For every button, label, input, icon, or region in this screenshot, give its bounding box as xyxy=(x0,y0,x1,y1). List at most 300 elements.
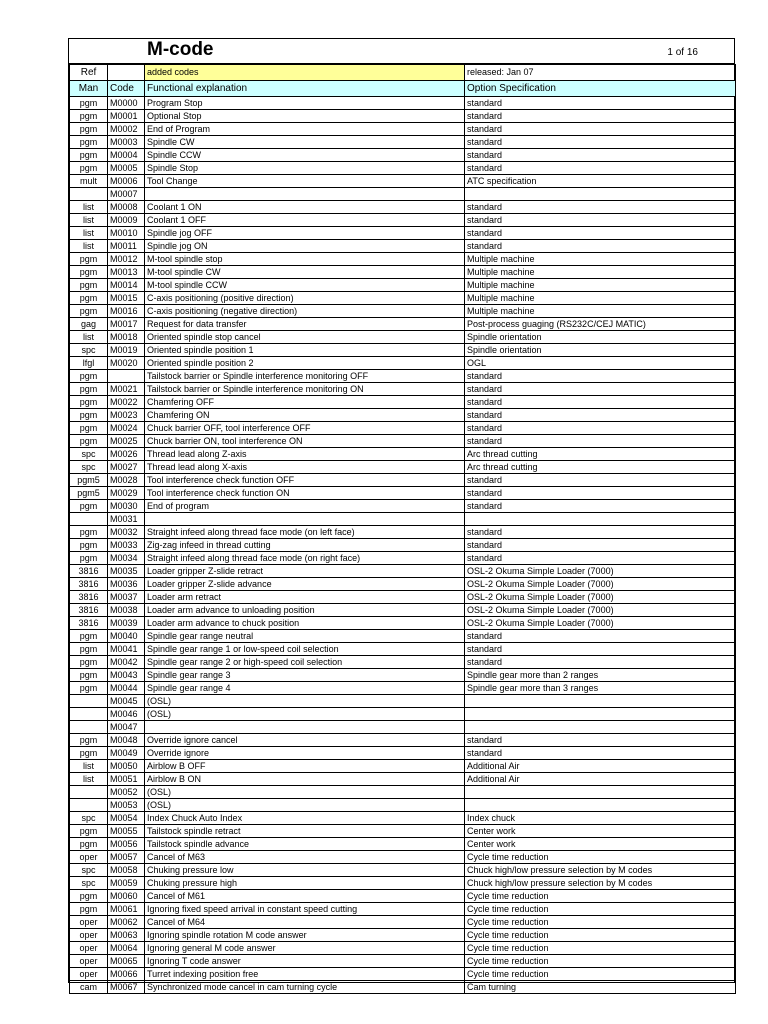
row-code: M0063 xyxy=(108,929,145,942)
row-explanation: (OSL) xyxy=(145,708,465,721)
row-specification: standard xyxy=(465,630,736,643)
row-code: M0030 xyxy=(108,500,145,513)
row-specification: Multiple machine xyxy=(465,305,736,318)
table-row xyxy=(70,240,736,253)
table-row xyxy=(70,136,736,149)
row-ref: oper xyxy=(70,942,108,955)
row-explanation: Spindle CW xyxy=(145,136,465,149)
row-ref: oper xyxy=(70,851,108,864)
row-ref: pgm xyxy=(70,435,108,448)
row-code: M0060 xyxy=(108,890,145,903)
row-ref: lfgl xyxy=(70,357,108,370)
table-row xyxy=(70,604,736,617)
row-specification: Cycle time reduction xyxy=(465,916,736,929)
row-ref: 3816 xyxy=(70,578,108,591)
row-specification: Multiple machine xyxy=(465,279,736,292)
table-row xyxy=(70,383,736,396)
row-specification: standard xyxy=(465,123,736,136)
row-explanation: Zig-zag infeed in thread cutting xyxy=(145,539,465,552)
row-specification xyxy=(465,786,736,799)
table-row xyxy=(70,97,736,110)
row-explanation: Oriented spindle position 1 xyxy=(145,344,465,357)
table-row xyxy=(70,760,736,773)
row-code: M0046 xyxy=(108,708,145,721)
row-explanation: Tool Change xyxy=(145,175,465,188)
row-code: M0006 xyxy=(108,175,145,188)
table-row xyxy=(70,825,736,838)
table-row xyxy=(70,474,736,487)
table-row xyxy=(70,617,736,630)
row-ref: list xyxy=(70,240,108,253)
row-ref: 3816 xyxy=(70,565,108,578)
row-code: M0061 xyxy=(108,903,145,916)
row-explanation: Thread lead along Z-axis xyxy=(145,448,465,461)
row-code: M0066 xyxy=(108,968,145,981)
table-row xyxy=(70,968,736,981)
table-row xyxy=(70,188,736,201)
row-code: M0027 xyxy=(108,461,145,474)
row-code: M0001 xyxy=(108,110,145,123)
table-row xyxy=(70,656,736,669)
row-specification: Additional Air xyxy=(465,760,736,773)
table-row xyxy=(70,344,736,357)
row-specification: standard xyxy=(465,162,736,175)
row-specification: standard xyxy=(465,526,736,539)
row-specification: Additional Air xyxy=(465,773,736,786)
row-code: M0062 xyxy=(108,916,145,929)
row-explanation: Loader arm advance to chuck position xyxy=(145,617,465,630)
row-code: M0002 xyxy=(108,123,145,136)
row-ref: pgm xyxy=(70,890,108,903)
row-explanation: Optional Stop xyxy=(145,110,465,123)
table-row xyxy=(70,175,736,188)
table-row xyxy=(70,643,736,656)
row-ref: pgm xyxy=(70,136,108,149)
row-specification: standard xyxy=(465,500,736,513)
row-explanation: Tool interference check function OFF xyxy=(145,474,465,487)
header-man: Man xyxy=(70,81,108,97)
table-row xyxy=(70,916,736,929)
row-explanation: Index Chuck Auto Index xyxy=(145,812,465,825)
row-explanation: Synchronized mode cancel in cam turning cycle xyxy=(145,981,465,994)
row-explanation: Oriented spindle stop cancel xyxy=(145,331,465,344)
row-ref: pgm xyxy=(70,747,108,760)
table-row xyxy=(70,838,736,851)
header-row-added xyxy=(70,65,736,81)
row-explanation: Spindle gear range 1 or low-speed coil selection xyxy=(145,643,465,656)
row-code: M0036 xyxy=(108,578,145,591)
row-explanation: M-tool spindle CCW xyxy=(145,279,465,292)
row-ref: pgm5 xyxy=(70,474,108,487)
table-row xyxy=(70,669,736,682)
row-ref: pgm xyxy=(70,669,108,682)
row-code: M0020 xyxy=(108,357,145,370)
row-code: M0012 xyxy=(108,253,145,266)
row-specification: OSL-2 Okuma Simple Loader (7000) xyxy=(465,591,736,604)
row-explanation: End of Program xyxy=(145,123,465,136)
row-specification: standard xyxy=(465,552,736,565)
row-code: M0051 xyxy=(108,773,145,786)
row-ref xyxy=(70,188,108,201)
row-ref: pgm xyxy=(70,903,108,916)
header-row-columns xyxy=(70,81,736,97)
table-row xyxy=(70,409,736,422)
header-code-blank xyxy=(108,65,145,81)
row-explanation: M-tool spindle stop xyxy=(145,253,465,266)
row-specification: Cycle time reduction xyxy=(465,851,736,864)
table-row xyxy=(70,591,736,604)
row-specification: standard xyxy=(465,136,736,149)
table-row xyxy=(70,578,736,591)
row-specification xyxy=(465,799,736,812)
row-explanation: Cancel of M63 xyxy=(145,851,465,864)
row-explanation: Coolant 1 ON xyxy=(145,201,465,214)
table-row xyxy=(70,305,736,318)
row-specification: Spindle orientation xyxy=(465,331,736,344)
row-specification: Spindle gear more than 3 ranges xyxy=(465,682,736,695)
row-ref: 3816 xyxy=(70,604,108,617)
row-ref: pgm xyxy=(70,825,108,838)
row-code: M0044 xyxy=(108,682,145,695)
row-ref: pgm xyxy=(70,396,108,409)
row-ref: pgm xyxy=(70,656,108,669)
row-ref: pgm xyxy=(70,110,108,123)
row-code: M0029 xyxy=(108,487,145,500)
row-ref: pgm xyxy=(70,552,108,565)
row-code: M0022 xyxy=(108,396,145,409)
row-code: M0039 xyxy=(108,617,145,630)
row-ref: spc xyxy=(70,344,108,357)
row-code: M0056 xyxy=(108,838,145,851)
row-explanation: Chamfering OFF xyxy=(145,396,465,409)
row-explanation: Spindle gear range 3 xyxy=(145,669,465,682)
row-specification: Cycle time reduction xyxy=(465,955,736,968)
row-specification: Spindle gear more than 2 ranges xyxy=(465,669,736,682)
row-explanation: Spindle Stop xyxy=(145,162,465,175)
row-explanation: Loader gripper Z-slide retract xyxy=(145,565,465,578)
row-ref: oper xyxy=(70,916,108,929)
row-explanation: Spindle jog ON xyxy=(145,240,465,253)
row-code: M0059 xyxy=(108,877,145,890)
row-code: M0016 xyxy=(108,305,145,318)
row-specification: standard xyxy=(465,474,736,487)
row-explanation: Ignoring fixed speed arrival in constant speed cutting xyxy=(145,903,465,916)
row-specification: OGL xyxy=(465,357,736,370)
table-row xyxy=(70,279,736,292)
table-row xyxy=(70,864,736,877)
row-specification xyxy=(465,188,736,201)
row-ref: list xyxy=(70,227,108,240)
row-code: M0032 xyxy=(108,526,145,539)
row-ref: pgm xyxy=(70,500,108,513)
row-specification: Cycle time reduction xyxy=(465,890,736,903)
row-ref: pgm xyxy=(70,422,108,435)
row-code: M0028 xyxy=(108,474,145,487)
row-code: M0009 xyxy=(108,214,145,227)
row-ref: list xyxy=(70,201,108,214)
row-code: M0033 xyxy=(108,539,145,552)
row-ref: pgm xyxy=(70,539,108,552)
row-ref: spc xyxy=(70,448,108,461)
row-ref: spc xyxy=(70,461,108,474)
page-number: 1 of 16 xyxy=(667,47,698,58)
row-specification: Multiple machine xyxy=(465,253,736,266)
row-explanation: Spindle gear range neutral xyxy=(145,630,465,643)
row-ref: pgm xyxy=(70,279,108,292)
table-row xyxy=(70,786,736,799)
row-code: M0052 xyxy=(108,786,145,799)
row-explanation: Spindle CCW xyxy=(145,149,465,162)
row-ref: pgm xyxy=(70,123,108,136)
row-specification: Center work xyxy=(465,838,736,851)
row-code: M0058 xyxy=(108,864,145,877)
row-specification: standard xyxy=(465,422,736,435)
row-code: M0055 xyxy=(108,825,145,838)
row-ref: pgm xyxy=(70,643,108,656)
row-specification: standard xyxy=(465,656,736,669)
row-code: M0026 xyxy=(108,448,145,461)
row-code: M0004 xyxy=(108,149,145,162)
table-row xyxy=(70,318,736,331)
row-code: M0014 xyxy=(108,279,145,292)
row-specification: Multiple machine xyxy=(465,292,736,305)
row-ref: list xyxy=(70,773,108,786)
row-code: M0049 xyxy=(108,747,145,760)
row-ref: cam xyxy=(70,981,108,994)
table-row xyxy=(70,773,736,786)
row-code: M0034 xyxy=(108,552,145,565)
row-ref: 3816 xyxy=(70,591,108,604)
row-specification: standard xyxy=(465,201,736,214)
row-code: M0008 xyxy=(108,201,145,214)
table-row xyxy=(70,357,736,370)
table-row xyxy=(70,214,736,227)
row-code: M0048 xyxy=(108,734,145,747)
row-code: M0024 xyxy=(108,422,145,435)
header-ref: Ref xyxy=(70,65,108,81)
row-ref: pgm xyxy=(70,149,108,162)
header-code: Code xyxy=(108,81,145,97)
table-row xyxy=(70,708,736,721)
row-ref: gag xyxy=(70,318,108,331)
row-explanation: Ignoring T code answer xyxy=(145,955,465,968)
table-row xyxy=(70,734,736,747)
row-ref: pgm xyxy=(70,838,108,851)
row-explanation: Turret indexing position free xyxy=(145,968,465,981)
row-specification: Cam turning xyxy=(465,981,736,994)
row-ref: pgm xyxy=(70,526,108,539)
row-explanation: Chuking pressure high xyxy=(145,877,465,890)
row-ref: pgm xyxy=(70,734,108,747)
row-explanation: (OSL) xyxy=(145,786,465,799)
table-row xyxy=(70,500,736,513)
table-row xyxy=(70,227,736,240)
row-ref xyxy=(70,721,108,734)
row-code: M0053 xyxy=(108,799,145,812)
row-specification xyxy=(465,695,736,708)
table-row xyxy=(70,565,736,578)
row-specification: OSL-2 Okuma Simple Loader (7000) xyxy=(465,617,736,630)
row-specification: Chuck high/low pressure selection by M codes xyxy=(465,864,736,877)
row-ref: pgm xyxy=(70,97,108,110)
row-explanation: Tailstock barrier or Spindle interference monitoring OFF xyxy=(145,370,465,383)
table-row xyxy=(70,162,736,175)
row-ref: list xyxy=(70,214,108,227)
row-specification: standard xyxy=(465,747,736,760)
table-row xyxy=(70,149,736,162)
row-explanation: Loader arm retract xyxy=(145,591,465,604)
table-row xyxy=(70,422,736,435)
row-code: M0067 xyxy=(108,981,145,994)
row-code: M0031 xyxy=(108,513,145,526)
row-explanation: M-tool spindle CW xyxy=(145,266,465,279)
row-code: M0050 xyxy=(108,760,145,773)
row-code: M0018 xyxy=(108,331,145,344)
mcode-table xyxy=(69,64,736,994)
row-explanation xyxy=(145,188,465,201)
row-ref: 3816 xyxy=(70,617,108,630)
table-row xyxy=(70,630,736,643)
row-explanation: (OSL) xyxy=(145,695,465,708)
row-specification: Spindle orientation xyxy=(465,344,736,357)
row-code: M0023 xyxy=(108,409,145,422)
row-specification: Arc thread cutting xyxy=(465,461,736,474)
row-code: M0007 xyxy=(108,188,145,201)
row-explanation: Tailstock spindle advance xyxy=(145,838,465,851)
row-ref xyxy=(70,708,108,721)
table-row xyxy=(70,890,736,903)
row-ref xyxy=(70,786,108,799)
row-specification: standard xyxy=(465,396,736,409)
row-ref: pgm xyxy=(70,409,108,422)
row-code: M0013 xyxy=(108,266,145,279)
row-ref xyxy=(70,799,108,812)
table-row xyxy=(70,682,736,695)
row-specification: Arc thread cutting xyxy=(465,448,736,461)
table-row xyxy=(70,877,736,890)
row-explanation: Chuck barrier OFF, tool interference OFF xyxy=(145,422,465,435)
row-ref: pgm5 xyxy=(70,487,108,500)
row-specification: standard xyxy=(465,370,736,383)
row-explanation: Spindle gear range 2 or high-speed coil selection xyxy=(145,656,465,669)
row-specification: standard xyxy=(465,97,736,110)
row-ref: pgm xyxy=(70,383,108,396)
row-ref: pgm xyxy=(70,370,108,383)
row-ref: oper xyxy=(70,955,108,968)
row-specification: standard xyxy=(465,383,736,396)
row-specification: Multiple machine xyxy=(465,266,736,279)
row-ref xyxy=(70,513,108,526)
row-code: M0010 xyxy=(108,227,145,240)
row-specification: Cycle time reduction xyxy=(465,942,736,955)
row-ref: pgm xyxy=(70,253,108,266)
row-specification: Cycle time reduction xyxy=(465,903,736,916)
row-code: M0025 xyxy=(108,435,145,448)
table-row xyxy=(70,851,736,864)
row-specification: standard xyxy=(465,227,736,240)
table-row xyxy=(70,396,736,409)
row-code: M0015 xyxy=(108,292,145,305)
row-explanation xyxy=(145,721,465,734)
row-code: M0042 xyxy=(108,656,145,669)
added-codes-label: added codes xyxy=(145,65,465,81)
row-specification: Index chuck xyxy=(465,812,736,825)
row-ref xyxy=(70,695,108,708)
row-code: M0043 xyxy=(108,669,145,682)
row-explanation: Oriented spindle position 2 xyxy=(145,357,465,370)
table-row xyxy=(70,552,736,565)
header-option-specification: Option Specification xyxy=(465,81,736,97)
mcode-sheet xyxy=(68,38,735,992)
row-ref: mult xyxy=(70,175,108,188)
row-explanation: Loader gripper Z-slide advance xyxy=(145,578,465,591)
table-row xyxy=(70,266,736,279)
row-explanation: Override ignore cancel xyxy=(145,734,465,747)
row-explanation: Airblow B OFF xyxy=(145,760,465,773)
row-specification: OSL-2 Okuma Simple Loader (7000) xyxy=(465,604,736,617)
row-explanation: Override ignore xyxy=(145,747,465,760)
row-specification: standard xyxy=(465,149,736,162)
row-specification: Post-process guaging (RS232C/CEJ MATIC) xyxy=(465,318,736,331)
row-code: M0021 xyxy=(108,383,145,396)
release-label: released: Jan 07 xyxy=(465,65,736,81)
row-explanation: C-axis positioning (negative direction) xyxy=(145,305,465,318)
table-row xyxy=(70,721,736,734)
row-ref: oper xyxy=(70,929,108,942)
row-code: M0047 xyxy=(108,721,145,734)
row-explanation: Airblow B ON xyxy=(145,773,465,786)
row-specification: OSL-2 Okuma Simple Loader (7000) xyxy=(465,578,736,591)
row-code: M0017 xyxy=(108,318,145,331)
table-row xyxy=(70,487,736,500)
row-explanation xyxy=(145,513,465,526)
row-specification: Center work xyxy=(465,825,736,838)
table-row xyxy=(70,292,736,305)
row-code: M0045 xyxy=(108,695,145,708)
row-specification: standard xyxy=(465,240,736,253)
row-explanation: Spindle gear range 4 xyxy=(145,682,465,695)
row-specification: standard xyxy=(465,487,736,500)
row-explanation: Ignoring spindle rotation M code answer xyxy=(145,929,465,942)
row-explanation: Chuking pressure low xyxy=(145,864,465,877)
row-code: M0019 xyxy=(108,344,145,357)
table-row xyxy=(70,123,736,136)
row-explanation: Cancel of M61 xyxy=(145,890,465,903)
row-ref: pgm xyxy=(70,305,108,318)
row-ref: pgm xyxy=(70,162,108,175)
row-specification xyxy=(465,708,736,721)
row-explanation: Chamfering ON xyxy=(145,409,465,422)
row-ref: pgm xyxy=(70,266,108,279)
row-specification: Cycle time reduction xyxy=(465,968,736,981)
table-row xyxy=(70,448,736,461)
row-specification: standard xyxy=(465,110,736,123)
row-explanation: Chuck barrier ON, tool interference ON xyxy=(145,435,465,448)
row-explanation: End of program xyxy=(145,500,465,513)
table-row xyxy=(70,435,736,448)
row-specification: standard xyxy=(465,734,736,747)
row-explanation: Tailstock spindle retract xyxy=(145,825,465,838)
row-explanation: (OSL) xyxy=(145,799,465,812)
row-explanation: Coolant 1 OFF xyxy=(145,214,465,227)
table-row xyxy=(70,903,736,916)
row-specification: Chuck high/low pressure selection by M codes xyxy=(465,877,736,890)
table-row xyxy=(70,747,736,760)
row-specification: Cycle time reduction xyxy=(465,929,736,942)
row-specification: standard xyxy=(465,214,736,227)
row-ref: spc xyxy=(70,812,108,825)
row-explanation: Cancel of M64 xyxy=(145,916,465,929)
